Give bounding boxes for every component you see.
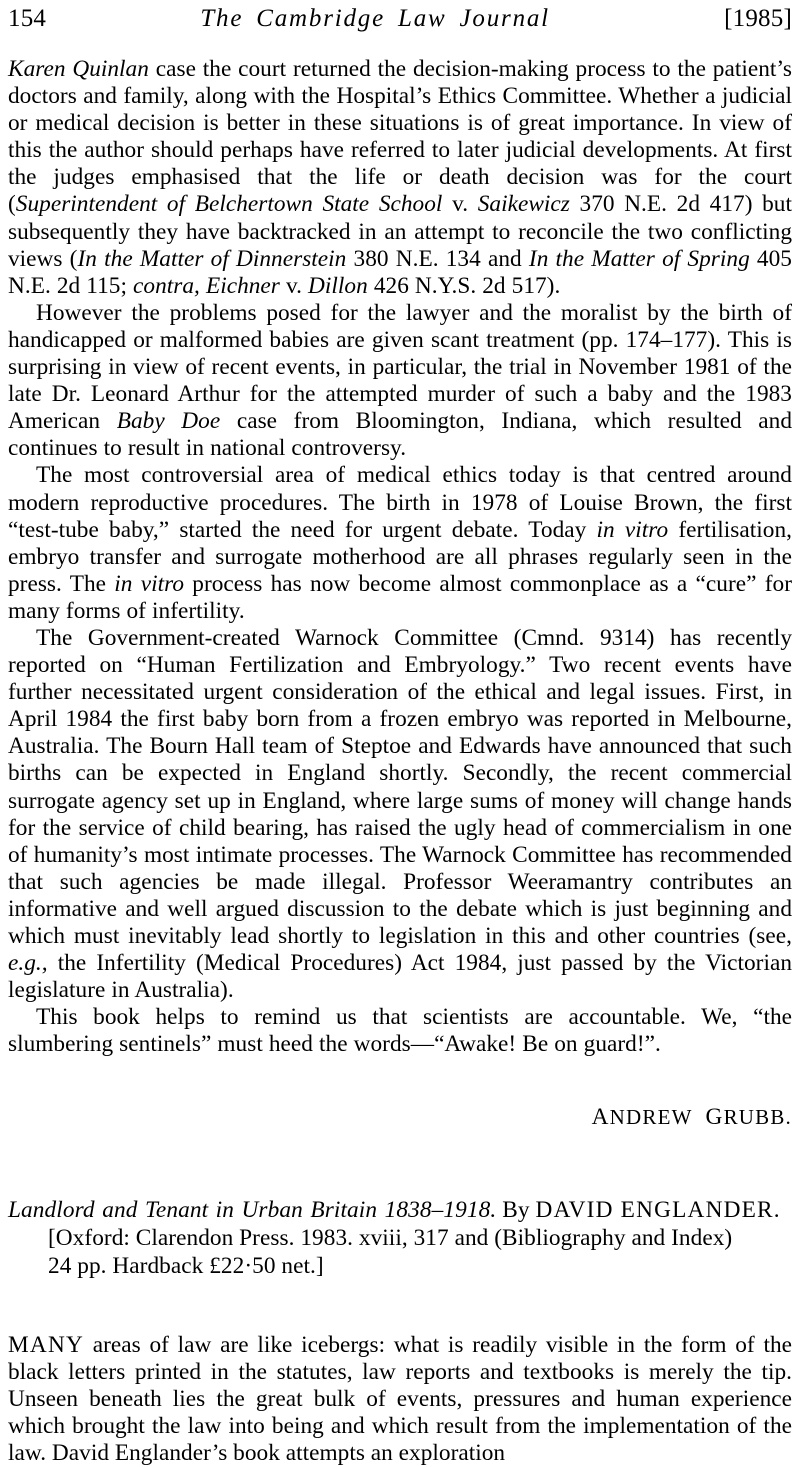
paragraph-2 bbox=[8, 300, 792, 463]
text-run: 426 N.Y.S. 2d 517). bbox=[367, 272, 561, 299]
italic-run: in vitro bbox=[596, 516, 669, 543]
italic-run: Superintendent of Belchertown State School bbox=[15, 191, 443, 218]
italic-run: Baby Doe bbox=[116, 408, 221, 435]
text-run: process has now become almost commonplace as a “cure” for many forms of infertility. bbox=[8, 570, 792, 624]
publication-line-1: [Oxford: Clarendon Press. 1983. xviii, 317 and (Bibliography and Index) bbox=[48, 1225, 733, 1251]
signature-first-rest: NDREW bbox=[609, 1105, 693, 1129]
book-title: Landlord and Tenant in Urban Britain 1838–1918. bbox=[8, 1197, 497, 1223]
paragraph-opening bbox=[8, 1332, 792, 1467]
book-title-line bbox=[8, 1196, 792, 1224]
italic-run: contra, Eichner bbox=[133, 272, 280, 299]
journal-title: The Cambridge Law Journal bbox=[200, 5, 550, 32]
text-run: v. bbox=[442, 191, 478, 218]
signature-first-initial: A bbox=[591, 1104, 610, 1130]
text-run: 370 N.E. 2d 417) but subsequently they have backtracked in an attempt to reconcile the two conflicting views ( bbox=[8, 191, 792, 272]
text-run: fertilisation, embryo transfer and surrogate motherhood are all phrases regularly seen in the press. The bbox=[8, 516, 792, 597]
text-run: The Government-created Warnock Committee (Cmnd. 9314) has recently reported on “Human Fertilization and Embryology.” Two recent events have further necessitated urgent consideration of the ethical and legal issues. First, in April 1984 the first baby born from a frozen embryo was reported in Melbourne, Australia. The Bourn Hall team of Steptoe and Edwards have announced that such births can be expected in England shortly. Secondly, the recent commercial surrogate agency set up in England, where large sums of money will change hands for the service of child bearing, has raised the ugly head of commercialism in one of humanity’s most intimate processes. The Warnock Committee has recommended that such agencies be made illegal. Professor Weeramantry contributes an informative and well argued discussion to the debate which is just beginning and which must inevitably lead shortly to legislation in this and other countries (see, bbox=[8, 624, 792, 949]
signature-last-initial: G bbox=[705, 1104, 724, 1130]
opening-body-text: areas of law are like icebergs: what is readily visible in the form of the black letters printed in the statutes, law reports and textbooks is merely the tip. Unseen beneath lies the great bulk of events, pressures and human experience which brought the law into being and which result from the implementation of the law. David Englander’s book attempts an exploration bbox=[8, 1332, 792, 1467]
author-surname-initial: E bbox=[620, 1197, 637, 1223]
signature-last-rest: RUBB. bbox=[723, 1105, 792, 1129]
reviewer-signature bbox=[8, 1104, 792, 1130]
text-run: However the problems posed for the lawyer and the moralist by the birth of handicapped or malformed babies are given scant treatment (pp. 174–177). This is surprising in view of recent events, in particular, the trial in November 1981 of the late Dr. Leonard Arthur for the attempted murder of such a baby and the 1983 American bbox=[8, 299, 792, 435]
paragraph-5 bbox=[8, 1004, 792, 1058]
text-run: 405 N.E. 2d 115; bbox=[8, 245, 792, 299]
opening-small-cap-rest: ANY bbox=[29, 1332, 84, 1358]
author-surname-rest: NGLANDER. bbox=[636, 1197, 781, 1223]
book-author bbox=[536, 1197, 781, 1223]
volume-year: [1985] bbox=[724, 5, 792, 32]
italic-run: Karen Quinlan bbox=[8, 56, 149, 82]
opening-small-caps bbox=[8, 1332, 84, 1358]
text-run: case the court returned the decision-making process to the patient’s doctors and family, along with the Hospital’s Ethics Committee. Whether a judicial or medical decision is better in these situations is of great importance. In view of this the author should perhaps have referred to later judicial developments. At first the judges emphasised that the life or death decision was for the court ( bbox=[8, 56, 792, 218]
running-head bbox=[8, 4, 792, 36]
italic-run: In the Matter of Spring bbox=[528, 245, 750, 272]
italic-run: Saikewicz bbox=[477, 191, 570, 218]
text-run: v. bbox=[279, 272, 309, 299]
book-by-word: By bbox=[496, 1197, 536, 1223]
text-run: This book helps to remind us that scientists are accountable. We, “the slumbering sentinels” must heed the words—“Awake! Be on guard!”. bbox=[8, 1004, 792, 1058]
author-first-initial: D bbox=[535, 1197, 554, 1223]
paragraph-3 bbox=[8, 462, 792, 625]
publication-line-2: 24 pp. Hardback £22·50 net.] bbox=[48, 1253, 324, 1279]
text-run: The most controversial area of medical ethics today is that centred around modern reproductive procedures. The birth in 1978 of Louise Brown, the first “test-tube baby,” started the need for urgent debate. Today bbox=[8, 462, 792, 543]
book-review-heading bbox=[8, 1196, 792, 1280]
text-run: 380 N.E. 134 and bbox=[346, 245, 529, 272]
opening-initial: M bbox=[8, 1332, 30, 1358]
review-body-column bbox=[8, 56, 792, 1058]
italic-run: e.g., bbox=[8, 950, 48, 977]
author-first-rest: AVID bbox=[553, 1197, 621, 1223]
reviewer-name bbox=[592, 1105, 792, 1129]
italic-run: in vitro bbox=[114, 570, 185, 597]
text-run: the Infertility (Medical Procedures) Act 1984, just passed by the Victorian legislature in Australia). bbox=[8, 950, 792, 1004]
italic-run: In the Matter of Dinnerstein bbox=[77, 245, 347, 272]
paragraph-1 bbox=[8, 56, 792, 300]
review-two-opening bbox=[8, 1332, 792, 1467]
text-run: case from Bloomington, Indiana, which resulted and continues to result in national controversy. bbox=[8, 408, 792, 462]
paragraph-4 bbox=[8, 625, 792, 1004]
italic-run: Dillon bbox=[308, 272, 368, 299]
page-folio-number: 154 bbox=[8, 5, 47, 32]
